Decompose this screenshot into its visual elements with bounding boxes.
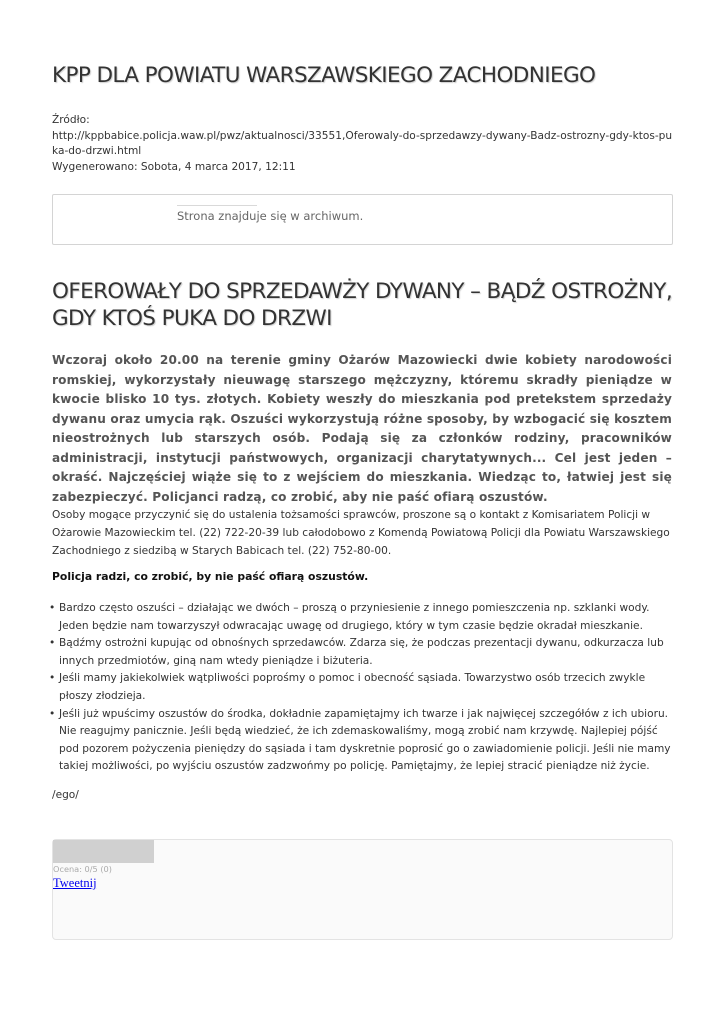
rating-stars-widget[interactable]	[53, 840, 154, 863]
list-item	[49, 635, 673, 670]
article-title: OFEROWAŁY DO SPRZEDAWŻY DYWANY – BĄDŹ OSTROŻNY, GDY KTOŚ PUKA DO DRZWI	[52, 279, 673, 331]
tweet-link[interactable]: Tweetnij	[53, 876, 97, 890]
tip-text: Jeśli mamy jakiekolwiek wątpliwości poprośmy o pomoc i obecność sąsiada. Towarzystwo osób trzecich zwykle płoszy złodzieja.	[59, 672, 646, 702]
article-lead: Wczoraj około 20.00 na terenie gminy Ożarów Mazowiecki dwie kobiety narodowości romskiej, wykorzystały nieuwagę starszego mężczyzny, któremu skradły pieniądze w kwocie blisko 10 tys. złotych. Kobiety weszły do mieszkania pod pretekstem sprzedaży dywanu oraz umycia rąk. Oszuści wykorzystują różne sposoby, by wzbogacić się kosztem nieostrożnych lub starszych osób. Podają się za członków rodziny, pracowników administracji, instytucji państwowych, organizacji charytatywnych... Cel jest jeden – okraść. Najczęściej wiąże się to z wejściem do mieszkania. Wiedząc to, łatwiej jest się zabezpieczyć. Policjanci radzą, co zrobić, aby nie paść ofiarą oszustów.	[52, 353, 672, 504]
tip-text: Jeśli już wpuścimy oszustów do środka, dokładnie zapamiętajmy ich twarze i jak najwięcej szczegółów z ich ubioru. Nie reagujmy panicznie. Jeśli będą wiedzieć, że ich zdemaskowaliśmy, mogą zrobić nam krzywdę. Najlepiej pójść pod pozorem pożyczenia pieniędzy do sąsiada i tam dyskretnie poprosić go o zawiadomienie policji. Jeśli nie mamy takiej możliwości, po wyjściu oszustów zadzwońmy po policję. Pamiętajmy, że lepiej stracić pieniądze niż życie.	[59, 707, 671, 773]
bullet-icon: •	[49, 707, 56, 720]
bullet-icon: •	[49, 637, 56, 650]
tip-text: Bardzo często oszuści – działając we dwóch – proszą o przyniesienie z innego pomieszczenia np. szklanki wody. Jeden będzie nam towarzyszył odwracając uwagę od drugiego, który w tym czasie będzie okradał mieszkanie.	[59, 602, 650, 632]
list-item	[49, 670, 673, 705]
advice-heading: Policja radzi, co zrobić, by nie paść ofiarą oszustów.	[52, 570, 369, 583]
generated-date: Wygenerowano: Sobota, 4 marca 2017, 12:11	[52, 160, 296, 173]
archive-notice: Strona znajduje się w archiwum.	[177, 209, 364, 223]
source-label: Źródło:	[52, 114, 90, 126]
site-title: KPP DLA POWIATU WARSZAWSKIEGO ZACHODNIEGO	[52, 63, 596, 88]
rating-box	[52, 839, 673, 940]
bullet-icon: •	[49, 672, 56, 685]
source-url: http://kppbabice.policja.waw.pl/pwz/aktualnosci/33551,Oferowaly-do-sprzedawzy-dywany-Badz-ostrozny-gdy-ktos-puka-do-drzwi.html	[52, 129, 673, 157]
tip-text: Bądźmy ostrożni kupując od obnośnych sprzedawców. Zdarza się, że podczas prezentacji dywanu, odkurzacza lub innych przedmiotów, giną nam wtedy pieniądze i biżuteria.	[59, 637, 664, 667]
author-signature: /ego/	[52, 789, 79, 801]
archive-divider	[177, 205, 257, 206]
bullet-icon: •	[49, 602, 56, 614]
list-item	[49, 706, 673, 776]
article-body: Osoby mogące przyczynić się do ustalenia tożsamości sprawców, proszone są o kontakt z Komisariatem Policji w Ożarowie Mazowieckim tel. (22) 722-20-39 lub całodobowo z Komendą Powiatową Policji dla Powiatu Warszawskiego Zachodniego z siedzibą w Starych Babicach tel. (22) 752-80-00.	[52, 509, 670, 558]
list-item	[49, 600, 673, 635]
source-meta	[52, 113, 673, 175]
archive-notice-box	[52, 194, 673, 245]
tips-list	[49, 600, 673, 776]
rating-text: Ocena: 0/5 (0)	[53, 864, 112, 874]
